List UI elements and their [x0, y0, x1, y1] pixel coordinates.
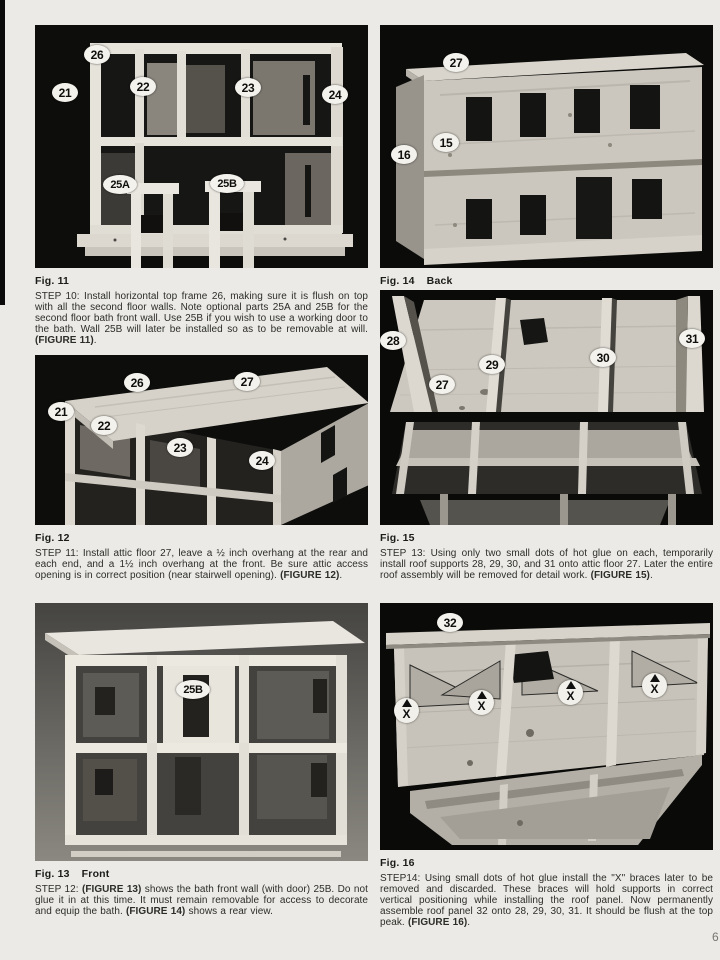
- part-label-16: 16: [391, 145, 417, 164]
- part-label-26: 26: [84, 45, 110, 64]
- fig13-photo: [35, 603, 368, 861]
- fig13-caption: [35, 868, 368, 880]
- fig14-caption: [380, 275, 713, 287]
- part-label-32: 32: [437, 613, 463, 632]
- part-label-28: 28: [380, 331, 406, 350]
- fig15-photo-illustration: [380, 290, 713, 525]
- part-label-29: 29: [479, 355, 505, 374]
- fig16-caption-label: Fig. 16: [380, 857, 415, 869]
- part-label-23: 23: [167, 438, 193, 457]
- figure-15-block: [380, 290, 713, 581]
- figure-11-block: [35, 25, 368, 346]
- fig11-caption: [35, 275, 368, 287]
- part-label-25B: 25B: [176, 680, 210, 699]
- part-label-27: 27: [443, 53, 469, 72]
- fig11-caption-label: Fig. 11: [35, 275, 70, 287]
- step-11-text: STEP 11: Install attic floor 27, leave a ½ inch overhang at the rear and each end, and a 1½ inch overhang at the front. Be sure attic access opening is in correct position (near stairwell opening). (FIGURE 12).: [35, 548, 368, 581]
- step-10-text: STEP 10: Install horizontal top frame 26, making sure it is flush on top with all the second floor walls. Note optional parts 25A and 25B for the second floor bath front wall. Use 25B if you wish to use a working door to the bath. Wall 25B will later be installed so as to be removable at will. (FIGURE 11).: [35, 291, 368, 346]
- part-label-25B: 25B: [210, 174, 244, 193]
- fig12-caption: [35, 532, 368, 544]
- fig15-caption: [380, 532, 713, 544]
- part-label-26: 26: [124, 373, 150, 392]
- fig13-view-label: Front: [81, 868, 110, 880]
- part-label-27: 27: [429, 375, 455, 394]
- figure-13-block: [35, 603, 368, 917]
- scan-edge-artifact: [0, 0, 5, 305]
- part-label-21: 21: [52, 83, 78, 102]
- part-label-30: 30: [590, 348, 616, 367]
- part-label-31: 31: [679, 329, 705, 348]
- part-label-15: 15: [433, 133, 459, 152]
- fig14-caption-label: Fig. 14: [380, 275, 415, 287]
- part-label-25A: 25A: [103, 175, 137, 194]
- figure-16-block: [380, 603, 713, 928]
- x-brace-marker-3: X: [558, 680, 583, 705]
- part-label-22: 22: [130, 77, 156, 96]
- part-label-21: 21: [48, 402, 74, 421]
- x-brace-marker-4: X: [642, 673, 667, 698]
- fig15-photo: [380, 290, 713, 525]
- fig15-caption-label: Fig. 15: [380, 532, 415, 544]
- page-number: 6: [712, 930, 719, 944]
- part-label-23: 23: [235, 78, 261, 97]
- fig16-caption: [380, 857, 713, 869]
- fig11-photo: [35, 25, 368, 268]
- fig16-photo: [380, 603, 713, 850]
- fig11-photo-illustration: [35, 25, 368, 268]
- figure-12-block: [35, 355, 368, 581]
- fig13-photo-illustration: [35, 603, 368, 861]
- fig14-photo-illustration: [380, 25, 713, 268]
- fig14-view-label: Back: [426, 275, 453, 287]
- part-label-22: 22: [91, 416, 117, 435]
- fig14-photo: [380, 25, 713, 268]
- x-brace-marker-2: X: [469, 690, 494, 715]
- part-label-24: 24: [249, 451, 275, 470]
- part-label-27: 27: [234, 372, 260, 391]
- step-14-text: STEP14: Using small dots of hot glue install the "X" braces later to be removed and discarded. These braces will hold supports in correct vertical positioning while installing the roof panel. Now permanently assemble roof panel 32 onto 28, 29, 30, 31. It should be flush at the top peak. (FIGURE 16).: [380, 873, 713, 928]
- fig13-caption-label: Fig. 13: [35, 868, 70, 880]
- step-12-text: STEP 12: (FIGURE 13) shows the bath front wall (with door) 25B. Do not glue it in at this time. It must remain removable for access to decorate and equip the bath. (FIGURE 14) shows a rear view.: [35, 884, 368, 917]
- x-brace-marker-1: X: [394, 698, 419, 723]
- fig12-caption-label: Fig. 12: [35, 532, 70, 544]
- fig12-photo-illustration: [35, 355, 368, 525]
- figure-14-block: [380, 25, 713, 287]
- fig12-photo: [35, 355, 368, 525]
- fig16-photo-illustration: [380, 603, 713, 850]
- part-label-24: 24: [322, 85, 348, 104]
- step-13-text: STEP 13: Using only two small dots of hot glue on each, temporarily install roof supports 28, 29, 30, and 31 onto attic floor 27. Later the entire roof assembly will be removed for detail work. (FIGURE 15).: [380, 548, 713, 581]
